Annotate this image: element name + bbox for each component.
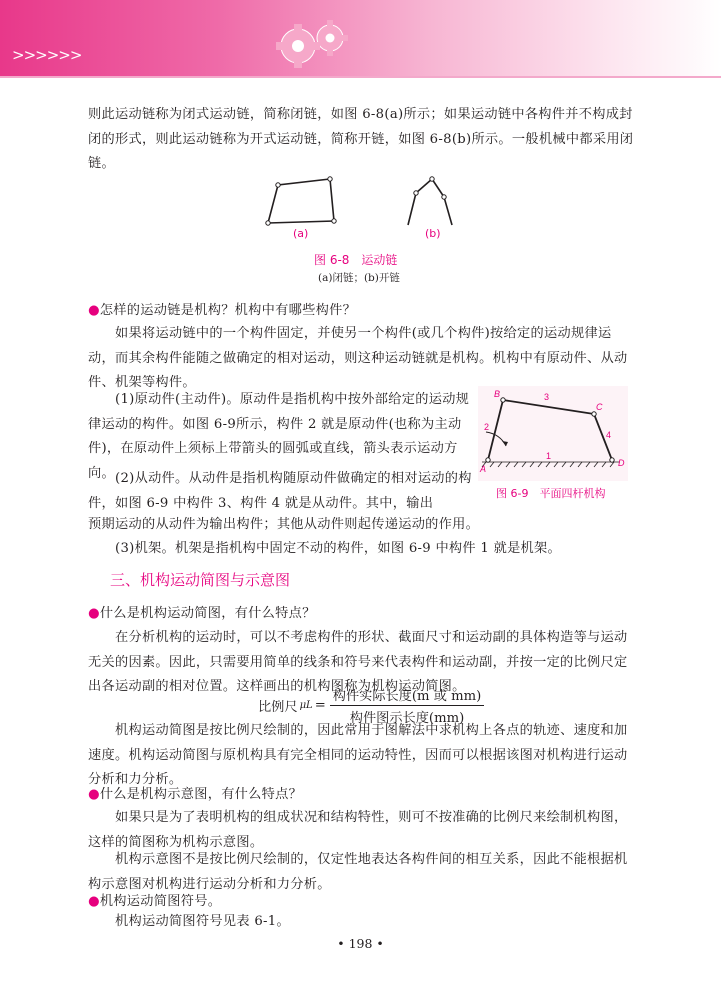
label-link-4: 4: [606, 430, 612, 440]
paragraph-closed-chain: 则此运动链称为闭式运动链，简称闭链，如图 6-8(a)所示；如果运动链中各构件并不构成封闭的形式，则此运动链称为开式运动链，简称开链，如图 6-8(b)所示。一般机械中都采用闭链。: [88, 107, 634, 171]
figure-6-9-caption: 图 6-9 平面四杆机构: [496, 487, 606, 500]
header-band: [0, 0, 721, 76]
figure-6-8-label-b: (b): [425, 227, 441, 240]
label-D: D: [618, 458, 625, 468]
section-heading: 三、机构运动简图与示意图: [110, 571, 291, 589]
formula-label: 比例尺: [258, 700, 298, 715]
label-link-2: 2: [484, 422, 490, 432]
bullet-icon: ●: [88, 606, 100, 621]
formula-numerator: 构件实际长度(m 或 mm): [330, 685, 485, 706]
figure-6-8-subcaption: (a)闭链；(b)开链: [318, 272, 400, 284]
question-schematic: [88, 783, 638, 808]
formula-symbol: μL: [299, 700, 313, 711]
paragraph-frame: (3)机架。机架是指机构中固定不动的构件，如图 6-9 中构件 1 就是机架。: [115, 541, 562, 556]
question-text: 怎样的运动链是机构？机构中有哪些构件？: [99, 303, 357, 318]
paragraph-mechanism-definition: 如果将运动链中的一个构件固定，并使另一个构件(或几个构件)按给定的运动规律运动，而其余构件能随之做确定的相对运动，则这种运动链就是机构。机构中有原动件、从动件、机架等构件。: [88, 326, 628, 390]
paragraph-output-link: 预期运动的从动件为输出构件；其他从动件则起传递运动的作用。: [88, 517, 480, 532]
bullet-icon: ●: [88, 894, 100, 909]
formula-denominator: 构件图示长度(mm): [349, 711, 465, 726]
paragraph-symbols-table: 机构运动简图符号见表 6-1。: [115, 914, 290, 929]
page-number: • 198 •: [337, 936, 384, 951]
label-link-3: 3: [544, 392, 550, 402]
gear-logo: [268, 14, 358, 72]
label-link-1: 1: [546, 451, 552, 461]
figure-6-9: [478, 386, 628, 485]
bullet-icon: ●: [88, 303, 100, 318]
header-chevrons: >>>>>>: [12, 46, 82, 64]
question-text: 什么是机构示意图，有什么特点？: [99, 787, 303, 802]
question-text: 机构运动简图符号。: [99, 894, 222, 909]
open-chain-diagram: [408, 179, 452, 225]
question-text: 什么是机构运动简图，有什么特点？: [99, 606, 316, 621]
question-mechanism: [88, 299, 638, 324]
formula-equals: =: [314, 698, 326, 713]
label-A: A: [480, 464, 487, 474]
paragraph-kinematic-diagram: 在分析机构的运动时，可以不考虑构件的形状、截面尺寸和运动副的具体构造等与运动无关的因素。因此，只需要用简单的线条和符号来代表构件和运动副，并按一定的比例尺定出各运动副的相对位置。这样画出的机构图称为机构运动简图。: [88, 630, 628, 694]
figure-6-8-caption: 图 6-8 运动链: [314, 253, 398, 267]
paragraph-schematic-definition: 如果只是为了表明机构的组成状况和结构特性，则可不按准确的比例尺来绘制机构图，这样的简图称为机构示意图。: [88, 810, 628, 850]
paragraph-driving-link: (1)原动件(主动件)。原动件是指机构中按外部给定的运动规律运动的构件。如图 6-9所示，构件 2 就是原动件(也称为主动件)，在原动件上须标上带箭头的圆弧或直线，箭头表示运动方向。: [88, 392, 470, 481]
label-B: B: [494, 389, 501, 399]
figure-6-8-label-a: (a): [293, 227, 309, 240]
bullet-icon: ●: [88, 787, 100, 802]
paragraph-driven-link: (2)从动件。从动件是指机构随原动件做确定的相对运动的构件，如图 6-9 中构件 3、构件 4 就是从动件。其中，输出: [88, 471, 472, 511]
paragraph-schematic-limits: 机构示意图不是按比例尺绘制的，仅定性地表达各构件间的相互关系，因此不能根据机构示意图对机构进行运动分析和力分析。: [88, 852, 628, 892]
label-C: C: [596, 402, 603, 412]
question-kinematic-diagram: [88, 602, 638, 627]
header-rule: [0, 76, 721, 78]
paragraph-kinematic-usage: 机构运动简图是按比例尺绘制的，因此常用于图解法中求机构上各点的轨迹、速度和加速度。机构运动简图与原机构具有完全相同的运动特性，因而可以根据该图对机构进行运动分析和力分析。: [88, 723, 628, 787]
